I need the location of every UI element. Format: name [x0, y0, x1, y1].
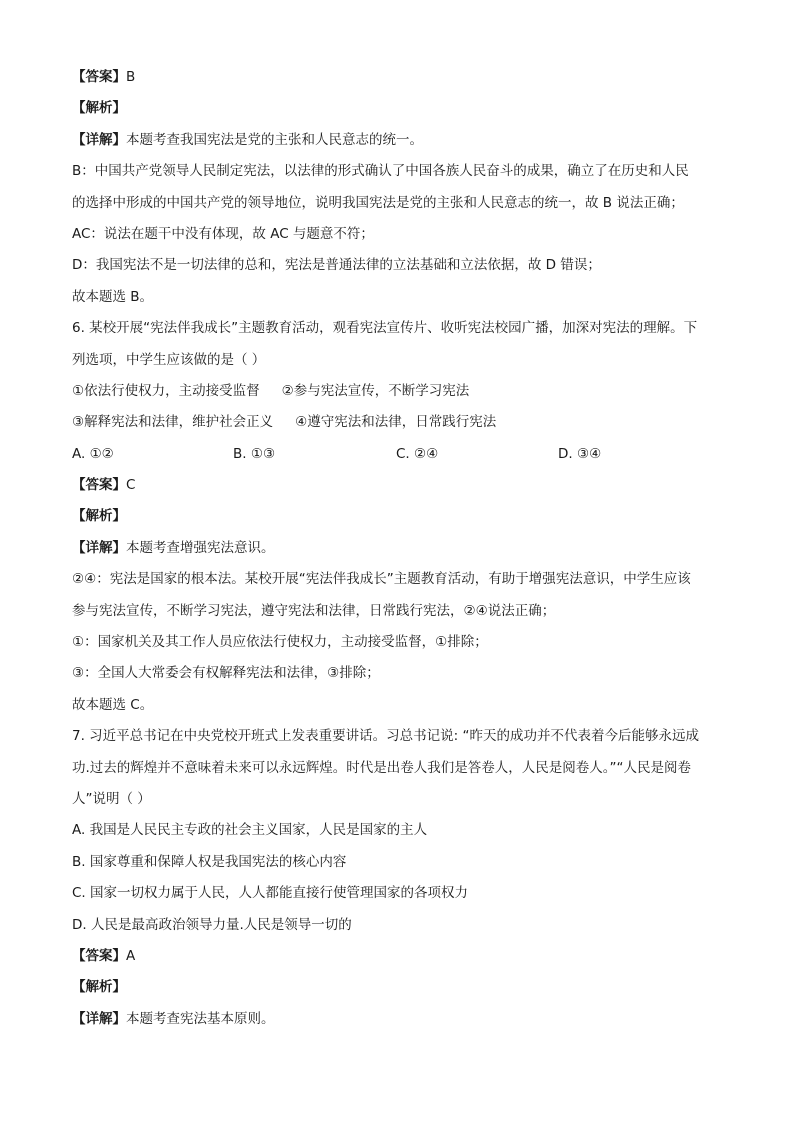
explanation-line: ③：全国人大常委会有权解释宪法和法律，③排除； — [72, 665, 380, 682]
explanation-line: AC：说法在题干中没有体现，故 AC 与题意不符； — [72, 225, 374, 242]
document-page — [72, 62, 732, 1035]
answer-tag: 【答案】 — [72, 947, 126, 964]
question-6-options-row — [72, 407, 732, 438]
option-4: ④遵守宪法和法律，日常践行宪法 — [295, 414, 497, 431]
detail-tag: 【详解】 — [72, 1010, 126, 1027]
option-3: ③解释宪法和法律，维护社会正义 — [72, 414, 274, 431]
question-7-stem: 功.过去的辉煌并不意味着未来可以永远辉煌。时代是出卷人我们是答卷人，人民是阅卷人。”“人民是阅卷 — [72, 759, 692, 776]
question-7-stem: 人”说明（ ） — [72, 790, 151, 807]
detail-text: 本题考查我国宪法是党的主张和人民意志的统一。 — [126, 131, 423, 148]
detail-line — [72, 533, 732, 564]
explanation-line: D：我国宪法不是一切法律的总和，宪法是普通法律的立法基础和立法依据，故 D 错误； — [72, 257, 601, 274]
question-7-stem: 7. 习近平总书记在中央党校开班式上发表重要讲话。习总书记说: “昨天的成功并不代表着今后能够永远成 — [72, 728, 700, 745]
question-6-choices — [72, 439, 732, 470]
question-7-choice-b: B. 国家尊重和保障人权是我国宪法的核心内容 — [72, 853, 347, 870]
choice-a: A. ①② — [72, 445, 114, 462]
question-7-choice-a: A. 我国是人民民主专政的社会主义国家，人民是国家的主人 — [72, 822, 428, 839]
choice-d: D. ③④ — [558, 445, 602, 462]
detail-text: 本题考查增强宪法意识。 — [126, 539, 275, 556]
answer-line — [72, 470, 732, 501]
option-1: ①依法行使权力，主动接受监督 — [72, 382, 260, 399]
conclusion-line: 故本题选 B。 — [72, 288, 154, 305]
answer-tag: 【答案】 — [72, 69, 126, 85]
analysis-line — [72, 972, 732, 1003]
choice-b: B. ①③ — [233, 445, 276, 462]
detail-line — [72, 125, 732, 156]
question-7-choice-d: D. 人民是最高政治领导力量.人民是领导一切的 — [72, 916, 352, 933]
answer-value: A — [126, 947, 136, 964]
question-6-stem: 6. 某校开展“宪法伴我成长”主题教育活动，观看宪法宣传片、收听宪法校园广播，加深对宪法的理解。下 — [72, 320, 698, 337]
detail-tag: 【详解】 — [72, 131, 126, 148]
explanation-line: 参与宪法宣传，不断学习宪法，遵守宪法和法律，日常践行宪法，②④说法正确； — [72, 602, 556, 619]
explanation-line: B：中国共产党领导人民制定宪法，以法律的形式确认了中国各族人民奋斗的成果，确立了在历史和人民 — [72, 163, 689, 180]
detail-tag: 【详解】 — [72, 539, 126, 556]
question-6-options-row — [72, 376, 732, 407]
explanation-line: 的选择中形成的中国共产党的领导地位，说明我国宪法是党的主张和人民意志的统一，故 B 说法正确； — [72, 194, 684, 211]
answer-line — [72, 62, 732, 93]
analysis-line — [72, 501, 732, 532]
analysis-line — [72, 93, 732, 124]
analysis-tag: 【解析】 — [72, 508, 126, 525]
answer-value: B — [126, 69, 136, 85]
detail-line — [72, 1004, 732, 1035]
analysis-tag: 【解析】 — [72, 979, 126, 996]
question-6-stem: 列选项，中学生应该做的是（ ） — [72, 351, 266, 368]
answer-line — [72, 941, 732, 972]
answer-tag: 【答案】 — [72, 477, 126, 494]
choice-c: C. ②④ — [396, 445, 439, 462]
detail-text: 本题考查宪法基本原则。 — [126, 1010, 275, 1027]
conclusion-line: 故本题选 C。 — [72, 696, 154, 713]
analysis-tag: 【解析】 — [72, 100, 126, 117]
option-2: ②参与宪法宣传，不断学习宪法 — [281, 382, 470, 399]
explanation-line: ②④：宪法是国家的根本法。某校开展“宪法伴我成长”主题教育活动，有助于增强宪法意识，中学生应该 — [72, 571, 691, 588]
question-7-choice-c: C. 国家一切权力属于人民，人人都能直接行使管理国家的各项权力 — [72, 885, 469, 902]
answer-value: C — [126, 477, 136, 494]
explanation-line: ①：国家机关及其工作人员应依法行使权力，主动接受监督，①排除； — [72, 634, 488, 651]
